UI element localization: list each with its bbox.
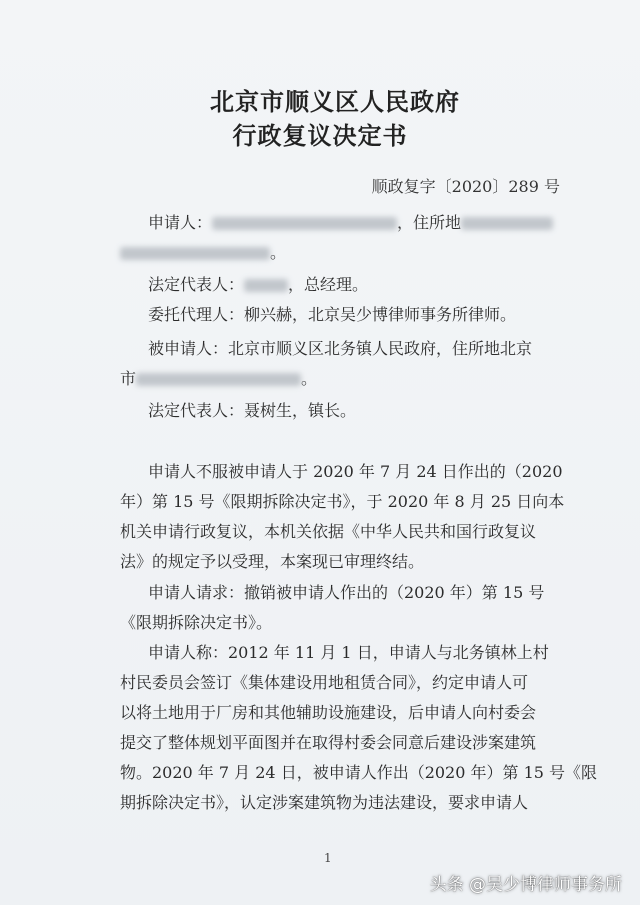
applicant-end-punct: 。 — [270, 243, 287, 262]
paragraph3-line: 物。2020 年 7 月 24 日，被申请人作出（2020 年）第 15 号《限 — [120, 763, 598, 782]
document-number: 顺政复字〔2020〕289 号 — [371, 177, 560, 196]
paragraph1-line: 机关申请行政复议，本机关依据《中华人民共和国行政复议 — [120, 522, 537, 541]
paragraph1-line: 年）第 15 号《限期拆除决定书》，于 2020 年 8 月 25 日向本 — [120, 492, 565, 511]
redacted-address-part1 — [461, 217, 553, 230]
document-title-line2: 行政复议决定书 — [232, 121, 408, 150]
legal-rep-line — [148, 275, 598, 295]
redacted-address-part2 — [120, 247, 270, 260]
applicant-line1 — [148, 213, 598, 233]
paragraph1-line: 申请人不服被申请人于 2020 年 7 月 24 日作出的（2020 — [148, 462, 563, 481]
paragraph3-line: 提交了整体规划平面图并在取得村委会同意后建设涉案建筑 — [120, 733, 537, 752]
applicant-address-label: ，住所地 — [397, 213, 462, 232]
page-number: 1 — [324, 851, 332, 865]
paragraph3-line: 村民委员会签订《集体建设用地租赁合同》，约定申请人可 — [120, 673, 529, 692]
respondent-rep-line: 法定代表人：聂树生，镇长。 — [148, 401, 357, 420]
document-title-line1: 北京市顺义区人民政府 — [210, 87, 460, 116]
paragraph3-line: 期拆除决定书》，认定涉案建筑物为违法建设，要求申请人 — [120, 793, 529, 812]
respondent-end-punct: 。 — [301, 369, 318, 388]
redacted-applicant-name — [212, 217, 397, 230]
legal-rep-title: ，总经理。 — [288, 275, 369, 294]
agent-line: 委托代理人：柳兴赫，北京吴少博律师事务所律师。 — [148, 305, 517, 324]
legal-rep-label: 法定代表人： — [148, 275, 245, 294]
paragraph2-line: 申请人请求：撤销被申请人作出的（2020 年）第 15 号 — [148, 583, 545, 602]
paragraph2-line: 《限期拆除决定书》。 — [120, 613, 273, 632]
redacted-respondent-address — [136, 373, 301, 386]
paragraph1-line: 法》的规定予以受理，本案现已审理终结。 — [120, 552, 425, 571]
respondent-line1: 被申请人：北京市顺义区北务镇人民政府，住所地北京 — [148, 339, 533, 358]
paragraph3-line: 以将土地用于厂房和其他辅助设施建设，后申请人向村委会 — [120, 703, 537, 722]
applicant-line2 — [120, 243, 570, 263]
respondent-city-char: 市 — [120, 369, 137, 388]
respondent-line2 — [120, 369, 570, 389]
redacted-legal-rep-name — [244, 279, 288, 292]
source-watermark: 头条 @吴少博律师事务所 — [429, 875, 622, 895]
applicant-label: 申请人： — [148, 213, 213, 232]
paragraph3-line: 申请人称：2012 年 11 月 1 日，申请人与北务镇林上村 — [148, 643, 549, 662]
